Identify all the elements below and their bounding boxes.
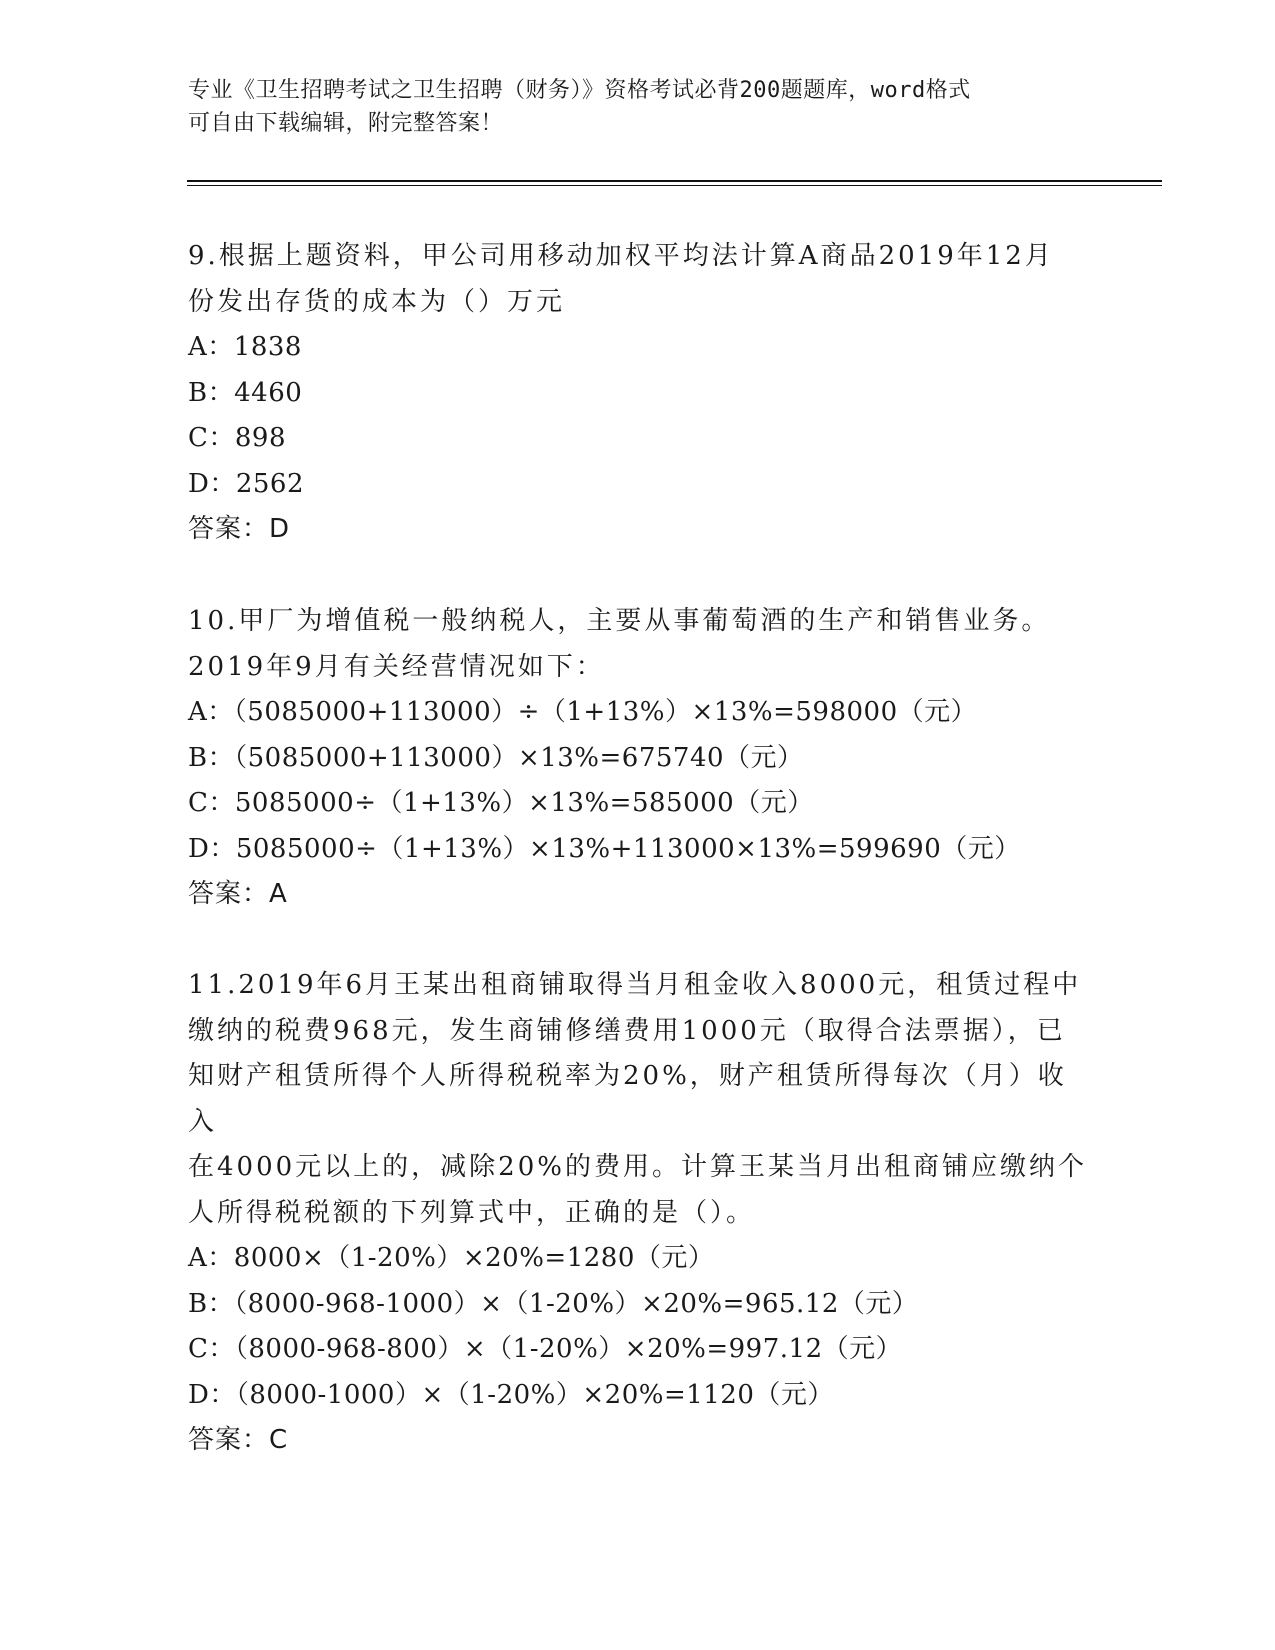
question-stem-line: 2019年9月有关经营情况如下： [188,651,605,682]
header-line-1: 专业《卫生招聘考试之卫生招聘（财务）》资格考试必背200题题库，word格式 [188,78,971,103]
option-b: B：（5085000+113000）×13%=675740（元） [188,742,804,773]
option-b: B：（8000-968-1000）×（1-20%）×20%=965.12（元） [188,1288,919,1319]
option-a: A：8000×（1-20%）×20%=1280（元） [188,1243,715,1273]
option-a: A：1838 [188,332,302,362]
question-stem-line: 9.根据上题资料，甲公司用移动加权平均法计算A商品2019年12月 [188,241,1054,271]
question-stem-line: 10.甲厂为增值税一般纳税人，主要从事葡萄酒的生产和销售业务。 [188,606,1051,636]
option-c: C：5085000÷（1+13%）×13%=585000（元） [188,788,814,818]
answer-line: 答案：A [188,879,288,909]
question-stem-line: 份发出存货的成本为（）万元 [188,286,566,317]
header-line-2: 可自由下载编辑，附完整答案！ [188,111,504,136]
answer-line: 答案：D [188,514,291,544]
header-divider-thick [187,180,1162,182]
answer-line: 答案：C [188,1425,289,1455]
question-stem-line: 人所得税税额的下列算式中，正确的是（）。 [188,1197,756,1228]
option-d: D：（8000-1000）×（1-20%）×20%=1120（元） [188,1379,834,1410]
option-b: B：4460 [188,377,303,408]
option-a: A：（5085000+113000）÷（1+13%）×13%=598000（元） [188,697,978,727]
question-stem-line: 在4000元以上的，减除20%的费用。计算王某当月出租商铺应缴纳个 [188,1152,1087,1182]
option-d: D：5085000÷（1+13%）×13%+113000×13%=599690（元） [188,833,1021,864]
option-c: C：（8000-968-800）×（1-20%）×20%=997.12（元） [188,1334,903,1364]
question-10 [188,599,1088,918]
document-header [188,74,1088,140]
option-d: D：2562 [188,468,305,499]
question-stem-line: 11.2019年6月王某出租商铺取得当月租金收入8000元，租赁过程中 [188,970,1082,1000]
question-11 [188,963,1088,1464]
question-stem-line: 缴纳的税费968元，发生商铺修缮费用1000元（取得合法票据），已 [188,1015,1066,1046]
option-c: C：898 [188,423,287,453]
question-stem-line: 知财产租赁所得个人所得税税率为20%，财产租赁所得每次（月）收入 [188,1061,1067,1137]
header-divider-thin [187,185,1162,186]
question-9 [188,234,1088,553]
